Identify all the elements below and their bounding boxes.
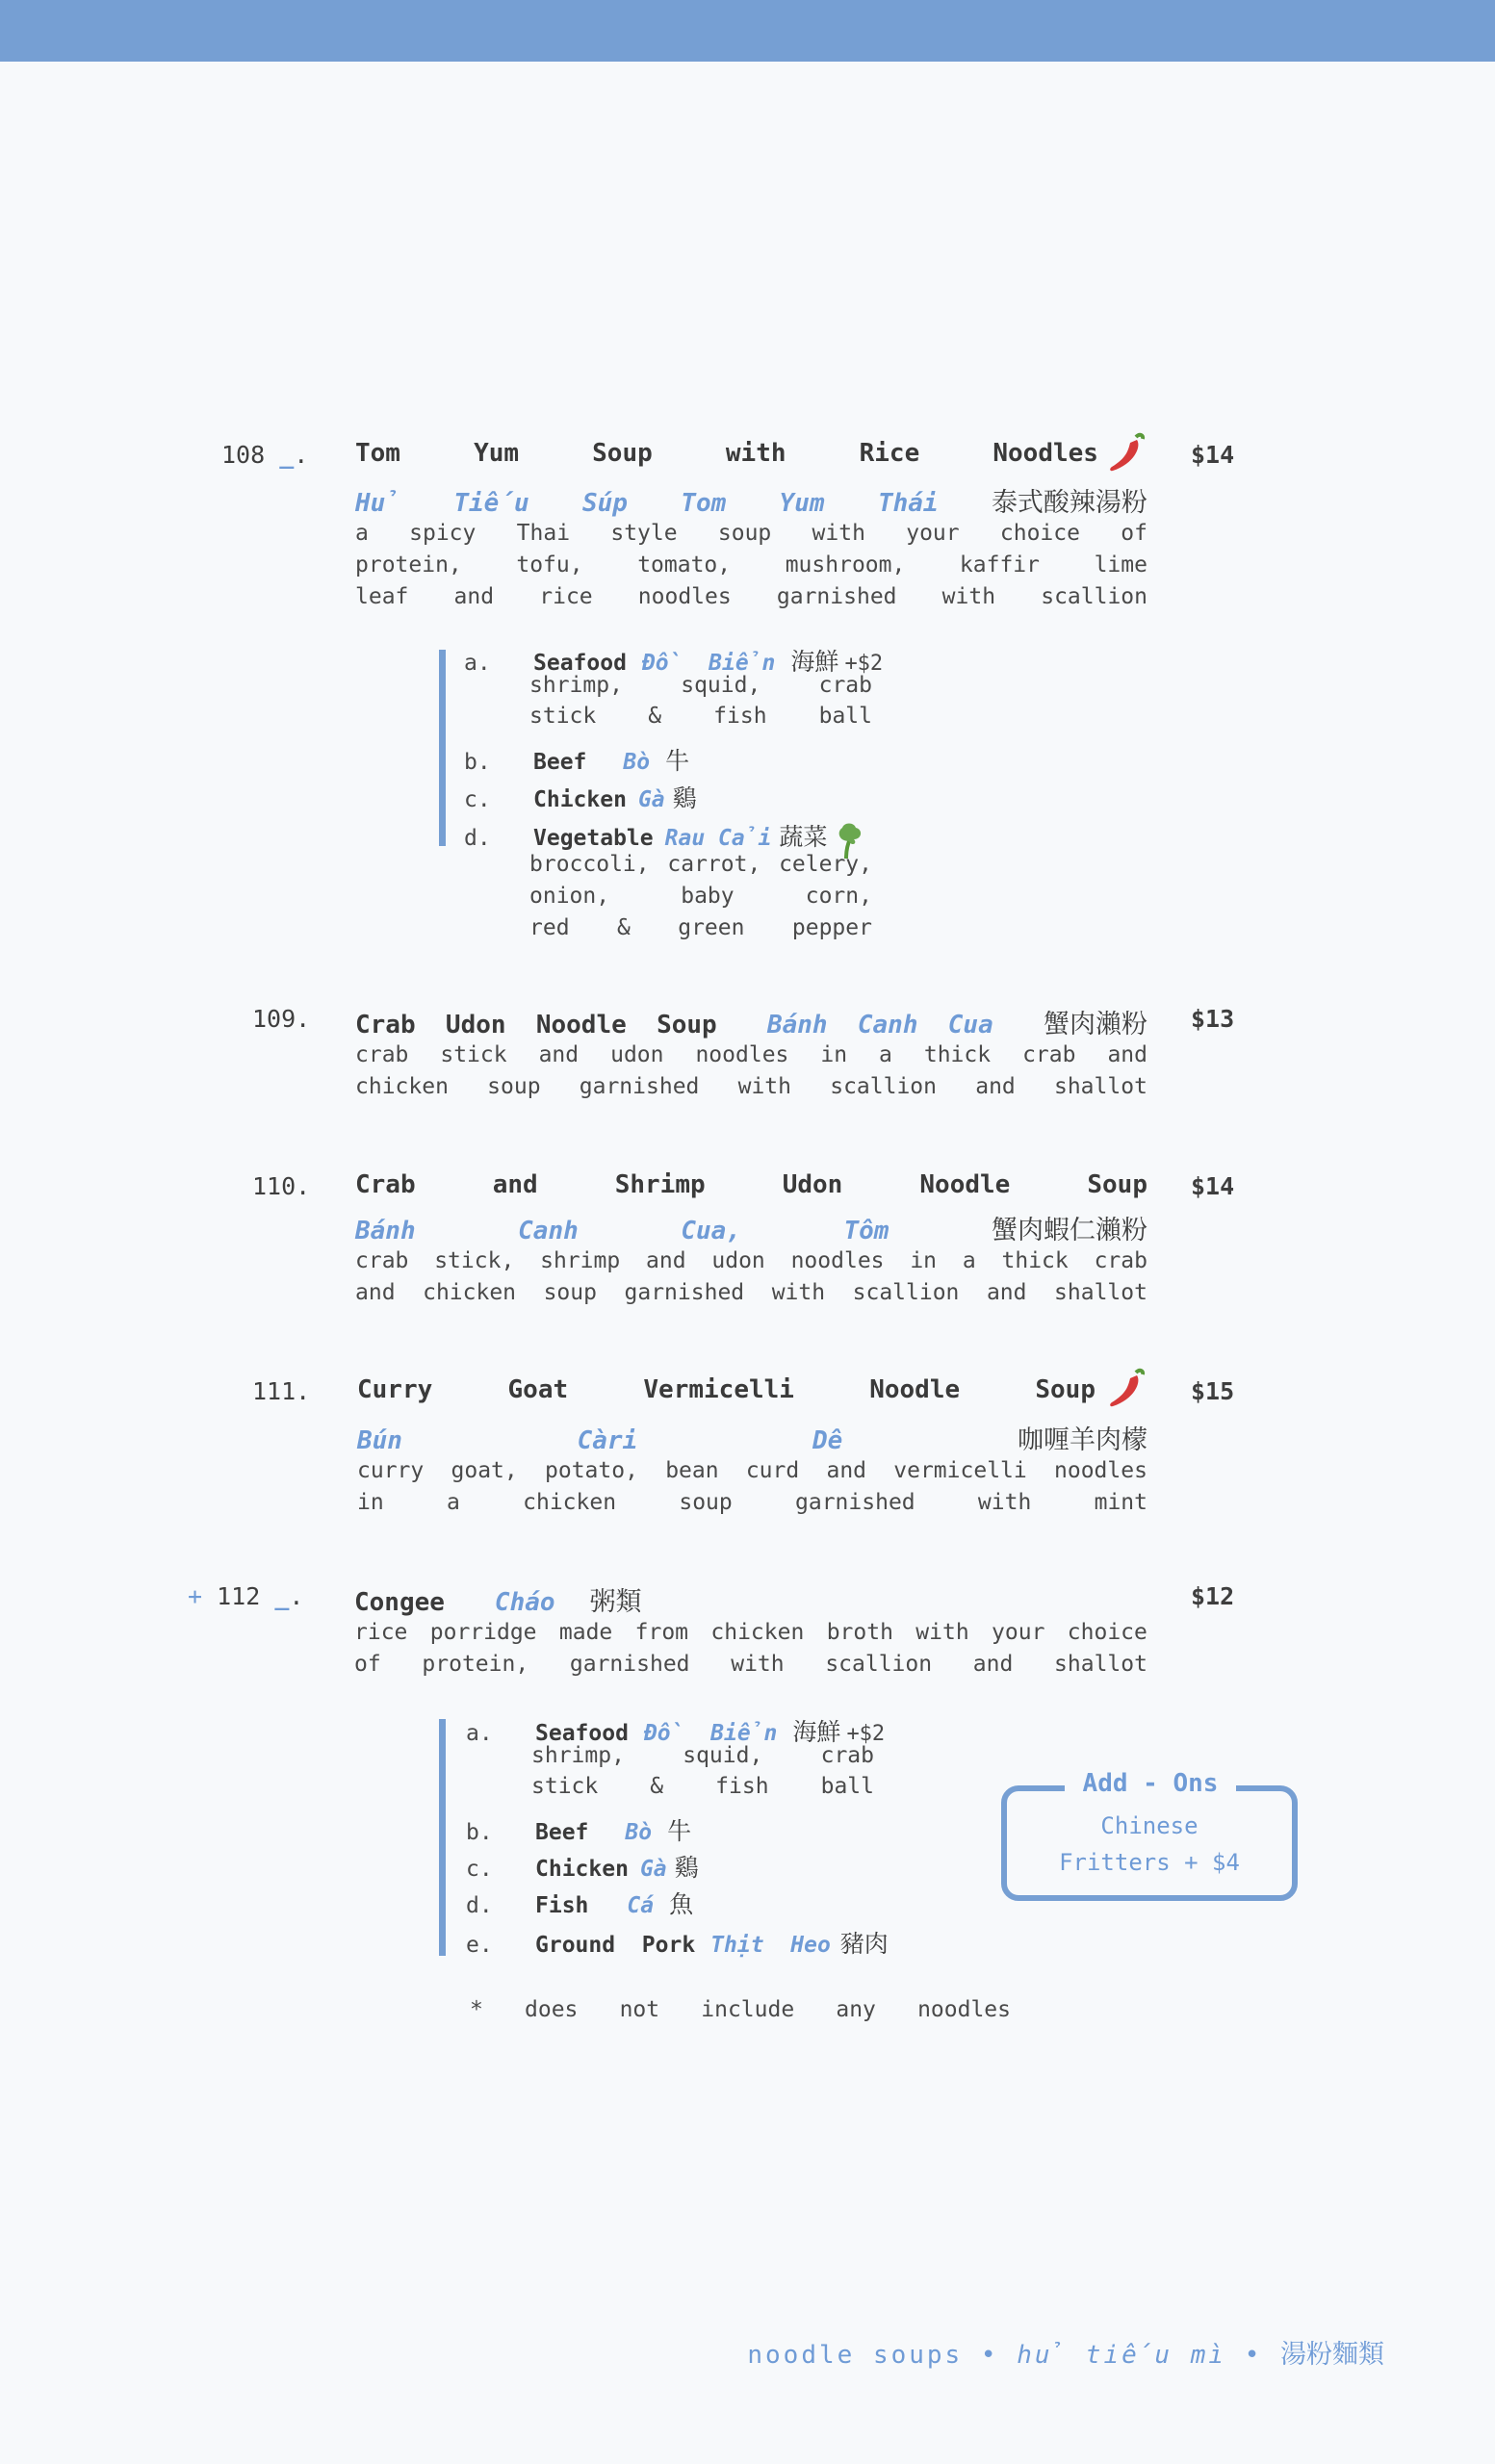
option-row: b. Beef Bò 牛 — [464, 747, 690, 775]
item-viet-name: Bún Càri Dê 咖喱羊肉檬 — [357, 1419, 1147, 1456]
item-description-line: chicken soup garnished with scallion and shallot — [355, 1074, 1147, 1099]
item-price: $14 — [1191, 441, 1235, 469]
footnote: * does not include any noodles — [470, 1997, 1011, 2022]
item-description-line: curry goat, potato, bean curd and vermicelli noodles — [357, 1458, 1147, 1483]
item-title: Crab and Shrimp Udon Noodle Soup — [355, 1170, 1147, 1199]
addons-line: Chinese — [1100, 1812, 1199, 1839]
option-row: c. Chicken Gà 鷄 — [466, 1854, 699, 1882]
item-description-line: and chicken soup garnished with scallion and shallot — [355, 1280, 1147, 1305]
options-bar — [439, 650, 446, 846]
item-chinese-name: 粥類 — [589, 1587, 642, 1617]
item-number: 110. — [252, 1172, 311, 1200]
option-description: shrimp, squid, crab — [531, 1743, 874, 1768]
item-description-line: of protein, garnished with scallion and shallot — [354, 1652, 1147, 1677]
item-viet-name: Cháo — [494, 1588, 555, 1617]
item-title: Congee Cháo 粥類 — [354, 1580, 642, 1618]
option-row: e. Ground Pork Thịt Heo 豬肉 — [466, 1930, 889, 1958]
item-chinese-name: 蟹肉瀨粉 — [1044, 1010, 1147, 1040]
item-chinese-name: 咖喱羊肉檬 — [1017, 1425, 1147, 1455]
item-description-line: crab stick, shrimp and udon noodles in a thick crab — [355, 1248, 1147, 1273]
item-price: $12 — [1191, 1582, 1235, 1610]
item-title: Crab Udon Noodle Soup Bánh Canh Cua 蟹肉瀨粉 — [355, 1003, 1147, 1040]
option-row: b. Beef Bò 牛 — [466, 1817, 692, 1845]
options-bar — [439, 1719, 446, 1956]
item-description-line: a spicy Thai style soup with your choice of — [355, 521, 1147, 546]
item-title: Curry Goat Vermicelli Noodle Soup — [357, 1375, 1095, 1404]
item-price: $14 — [1191, 1172, 1235, 1200]
option-description: shrimp, squid, crab — [529, 673, 872, 698]
option-row: c. Chicken Gà 鷄 — [464, 784, 697, 812]
item-number: 111. — [252, 1377, 311, 1405]
addons-box — [1001, 1785, 1298, 1901]
chili-pepper-icon — [1107, 431, 1147, 474]
option-row: d. Vegetable Rau Cải 蔬菜 — [464, 818, 865, 860]
item-description-line: protein, tofu, tomato, mushroom, kaffir lime — [355, 552, 1147, 578]
item-viet-name: Hủ Tiếu Súp Tom Yum Thái 泰式酸辣湯粉 — [355, 481, 1147, 519]
item-description-line: rice porridge made from chicken broth with your choice — [354, 1620, 1147, 1645]
item-chinese-name: 泰式酸辣湯粉 — [991, 488, 1147, 518]
item-description-line: leaf and rice noodles garnished with scallion — [355, 584, 1147, 609]
item-title: Tom Yum Soup with Rice Noodles — [355, 439, 1098, 468]
item-chinese-name: 蟹肉蝦仁瀨粉 — [991, 1216, 1147, 1245]
option-description: red & green pepper — [529, 915, 872, 940]
item-price: $13 — [1191, 1005, 1235, 1033]
option-description: stick & fish ball — [531, 1774, 874, 1799]
page-footer: noodle soups • hủ tiếu mì • 湯粉麵類 — [747, 2340, 1384, 2370]
item-description-line: in a chicken soup garnished with mint — [357, 1490, 1147, 1515]
chili-pepper-icon — [1107, 1367, 1147, 1409]
item-description-line: crab stick and udon noodles in a thick crab and — [355, 1042, 1147, 1067]
addons-title: Add - Ons — [1065, 1769, 1236, 1798]
option-description: stick & fish ball — [529, 704, 872, 729]
item-price: $15 — [1191, 1377, 1235, 1405]
item-viet-name: Bánh Canh Cua — [766, 1011, 993, 1040]
item-viet-name: Bánh Canh Cua, Tôm 蟹肉蝦仁瀨粉 — [355, 1209, 1147, 1246]
option-row: d. Fish Cá 魚 — [466, 1890, 694, 1918]
option-description: broccoli, carrot, celery, — [529, 852, 872, 877]
item-number: 109. — [252, 1005, 311, 1033]
item-number: 108 _. — [221, 441, 309, 469]
addons-line: Fritters + $4 — [1059, 1849, 1240, 1876]
top-banner — [0, 0, 1495, 62]
option-row: a. Seafood Đồ Biển 海鮮 +$2 — [464, 648, 884, 676]
new-item-marker: + — [188, 1582, 203, 1610]
option-row: a. Seafood Đồ Biển 海鮮 +$2 — [466, 1718, 886, 1746]
item-number: + 112 _. — [188, 1582, 304, 1610]
option-description: onion, baby corn, — [529, 884, 872, 909]
